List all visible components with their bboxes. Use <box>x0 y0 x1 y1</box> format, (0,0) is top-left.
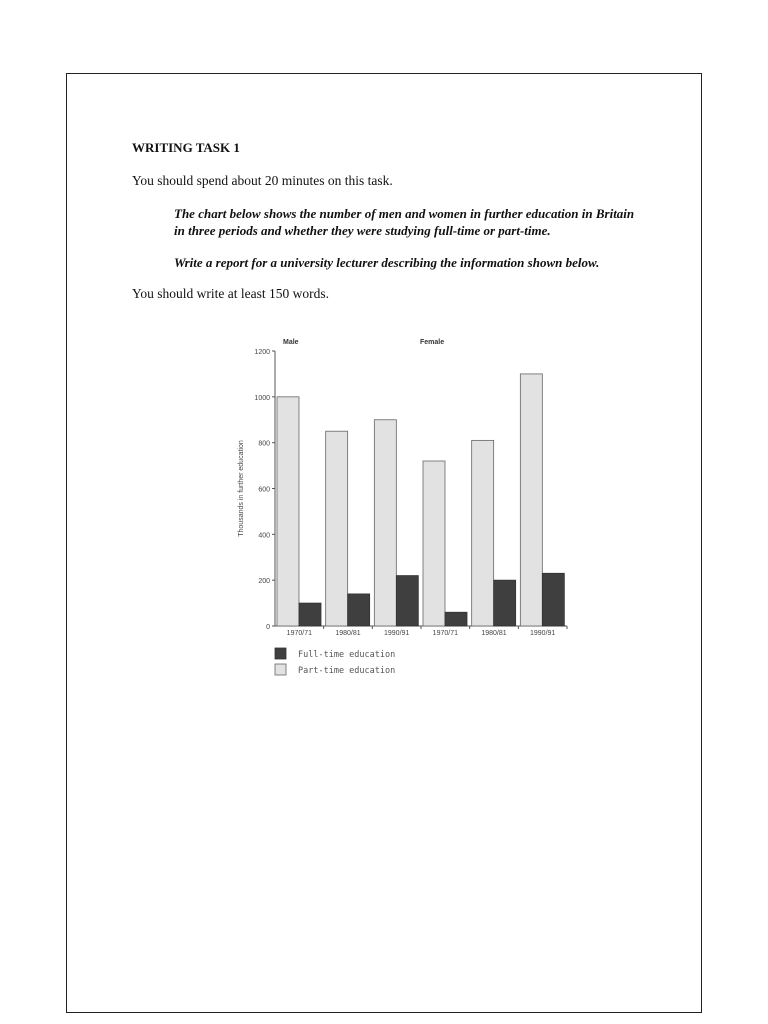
y-axis-label: Thousands in further education <box>238 440 245 537</box>
x-tick-label: 1970/71 <box>432 630 458 637</box>
legend-swatch-part-time <box>275 664 286 675</box>
bar-full-time <box>299 603 321 626</box>
x-tick-label: 1990/91 <box>530 630 556 637</box>
y-tick-label: 1000 <box>254 394 270 402</box>
time-instruction: You should spend about 20 minutes on this task. <box>132 173 393 188</box>
bar-part-time <box>423 461 445 626</box>
y-tick-label: 800 <box>258 440 270 448</box>
y-tick-label: 200 <box>258 578 270 586</box>
group-label-female: Female <box>420 339 445 346</box>
bar-full-time <box>445 612 467 626</box>
y-tick-label: 0 <box>266 624 270 631</box>
legend-swatch-full-time <box>275 648 286 659</box>
legend-label-part-time: Part-time education <box>298 666 396 676</box>
x-tick-label: 1980/81 <box>335 630 361 637</box>
task-title: WRITING TASK 1 <box>132 140 240 155</box>
bar-full-time <box>396 576 418 626</box>
bar-part-time <box>277 397 299 626</box>
x-tick-label: 1990/91 <box>384 630 410 637</box>
x-tick-label: 1980/81 <box>481 630 507 637</box>
y-tick-label: 600 <box>258 486 270 494</box>
bar-full-time <box>542 573 564 626</box>
y-tick-label: 1200 <box>254 349 270 356</box>
bar-full-time <box>494 580 516 626</box>
bar-part-time <box>520 374 542 626</box>
bar-part-time <box>374 420 396 626</box>
y-tick-label: 400 <box>258 532 270 540</box>
word-count-instruction: You should write at least 150 words. <box>132 286 329 301</box>
task-prompt: The chart below shows the number of men and women in further education in Britain in three periods and whether they were studying full-time or part-time. <box>174 206 635 238</box>
group-label-male: Male <box>283 339 299 346</box>
report-instruction: Write a report for a university lecturer describing the information shown below. <box>174 255 600 270</box>
bar-full-time <box>348 594 370 626</box>
chart-svg <box>228 330 588 690</box>
bar-part-time <box>326 431 348 626</box>
bar-chart <box>228 330 588 690</box>
x-tick-label: 1970/71 <box>286 630 312 637</box>
legend-label-full-time: Full-time education <box>298 650 396 660</box>
bar-part-time <box>472 440 494 626</box>
